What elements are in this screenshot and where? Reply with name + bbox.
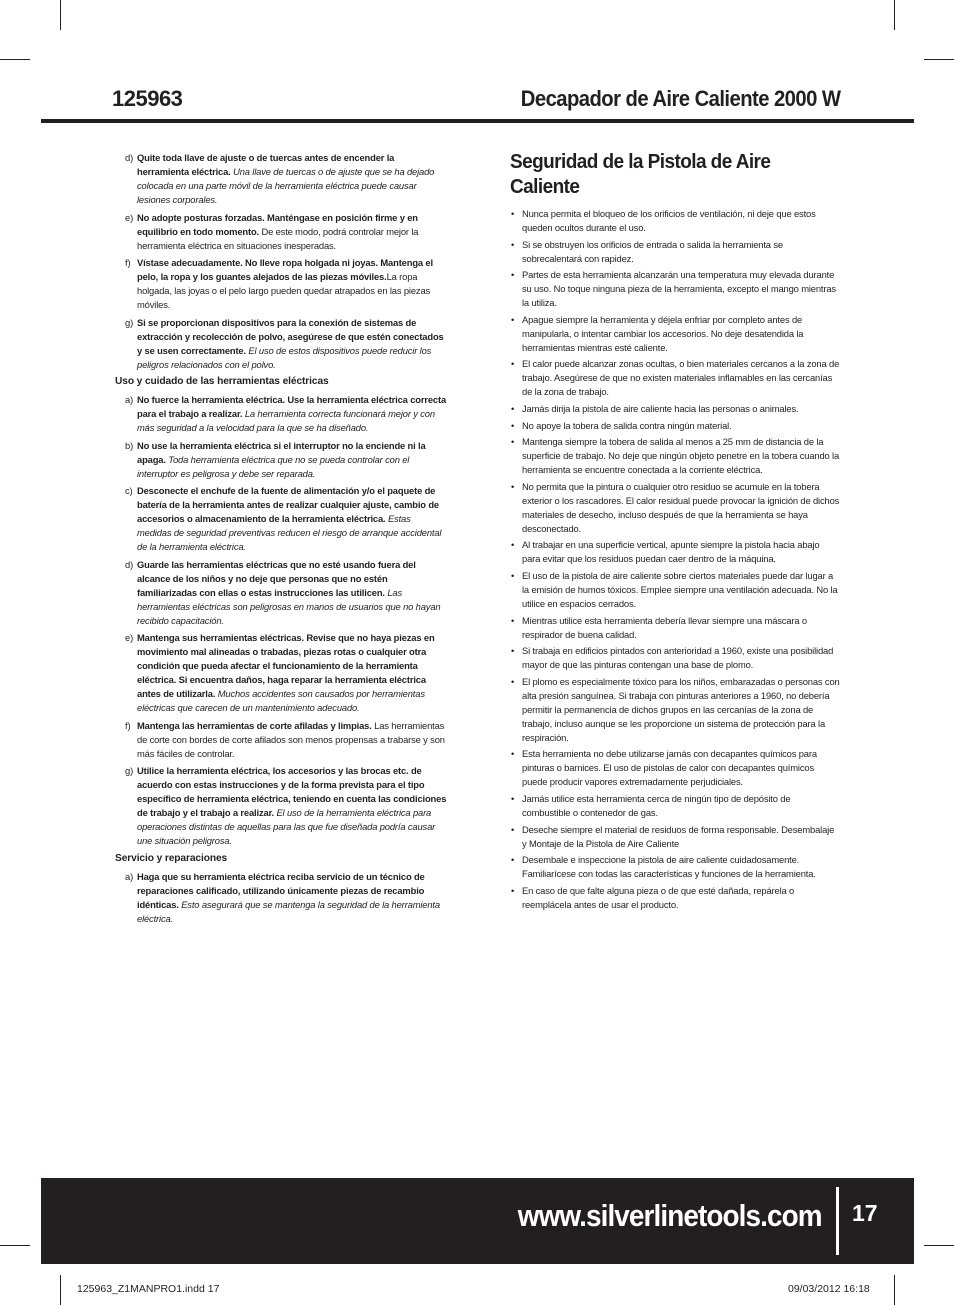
bullet-text: El calor puede alcanzar zonas ocultas, o bien materiales cercanos a la zona de trabajo. Asegúrese de que no existen materiales inflamables en las cercanías de la zona de trabajo. bbox=[522, 358, 840, 398]
bullet-icon: • bbox=[511, 569, 515, 581]
bullet-icon: • bbox=[511, 645, 515, 657]
bullet-text: Al trabajar en una superficie vertical, apunte siempre la pistola hacia abajo para evitar que los residuos puedan caer dentro de la máquina. bbox=[522, 539, 820, 565]
bullet-icon: • bbox=[511, 823, 515, 835]
bullet-icon: • bbox=[511, 238, 515, 250]
bullet-text: Deseche siempre el material de residuos de forma responsable. Desembalaje y Montaje de la Pistola de Aire Caliente bbox=[522, 823, 835, 849]
bullet-item bbox=[510, 614, 840, 642]
item-text-bold: Si se proporcionan dispositivos para la conexión de sistemas de extracción y recolección de polvo, asegúrese de que estén conectados y se usen correctamente. bbox=[137, 316, 444, 356]
bullet-text: El plomo es especialmente tóxico para los niños, embarazadas o personas con alta presión sanguínea. Si trabaja con pinturas anteriores a 1960, no debería permitir la permanencia de dichos grupos en las cercanías de la zona de trabajo, incluso aunque se les proporcione un sistema de protección para la respiración. bbox=[522, 675, 840, 743]
list-item bbox=[112, 211, 447, 253]
item-label: g) bbox=[125, 765, 134, 776]
item-label: e) bbox=[125, 632, 134, 643]
bullet-icon: • bbox=[511, 402, 515, 414]
bullet-icon: • bbox=[511, 480, 515, 492]
bullet-item bbox=[510, 538, 840, 566]
right-column bbox=[510, 150, 840, 914]
bullet-text: Si trabaja en edificios pintados con anterioridad a 1960, existe una posibilidad mayor de que las pinturas contengan una base de plomo. bbox=[522, 645, 834, 671]
crop-mark bbox=[0, 1245, 30, 1246]
bullet-icon: • bbox=[511, 419, 515, 431]
bullet-icon: • bbox=[511, 436, 515, 448]
list-item bbox=[112, 151, 447, 207]
item-text-bold: Guarde las herramientas eléctricas que no esté usando fuera del alcance de los niños y no deje que personas que no estén familiarizadas con ellas o estas instrucciones las utilicen. bbox=[137, 558, 416, 598]
bullet-icon: • bbox=[511, 792, 515, 804]
bullet-icon: • bbox=[511, 614, 515, 626]
bullet-item bbox=[510, 853, 840, 881]
item-text-italic: La herramienta correcta funcionará mejor y con más seguridad a la velocidad para la que se ha diseñado. bbox=[137, 408, 435, 433]
list-item bbox=[112, 439, 447, 481]
bullet-icon: • bbox=[511, 313, 515, 325]
bullet-icon: • bbox=[511, 539, 515, 551]
bullet-text: Mantenga siempre la tobera de salida al menos a 25 mm de distancia de la superficie de trabajo. No deje que ningún objeto penetre en la tobera cuando la herramienta se encuentre conectada a la corriente eléctrica. bbox=[522, 436, 840, 476]
bullet-item bbox=[510, 480, 840, 536]
crop-mark bbox=[60, 1275, 61, 1305]
item-label: f) bbox=[125, 257, 131, 268]
bullet-item bbox=[510, 435, 840, 477]
item-text-italic: Toda herramienta eléctrica que no se pueda controlar con el interruptor es peligrosa y debe ser reparada. bbox=[137, 453, 410, 479]
subheading-use-care: Uso y cuidado de las herramientas eléctricas bbox=[115, 376, 329, 387]
bullet-text: Desembale e inspeccione la pistola de aire caliente cuidadosamente. Familiarícese con todas las características y funciones de la herramienta. bbox=[522, 854, 816, 880]
item-text-bold: No adopte posturas forzadas. Manténgase en posición firme y en equilibrio en todo momento. bbox=[137, 211, 418, 237]
bullet-item bbox=[510, 644, 840, 672]
crop-mark bbox=[924, 59, 954, 60]
bullet-item bbox=[510, 747, 840, 789]
bullet-text: En caso de que falte alguna pieza o de que esté dañada, repárela o reemplácela antes de usar el producto. bbox=[522, 884, 795, 910]
item-text-italic: Muchos accidentes son causados por herramientas eléctricas que carecen de un mantenimiento adecuado. bbox=[137, 688, 425, 713]
item-text-italic: Las herramientas eléctricas son peligrosas en manos de usuarios que no hayan recibido capacitación. bbox=[137, 586, 441, 626]
list-item bbox=[112, 870, 447, 926]
bullet-text: Esta herramienta no debe utilizarse jamás con decapantes químicos para pinturas o barnices. El uso de pistolas de calor con decapantes químicos puede producir vapores extremadamente perjudiciales. bbox=[522, 748, 817, 788]
item-label: c) bbox=[125, 485, 133, 496]
item-text-italic: El uso de la herramienta eléctrica para operaciones distintas de aquellas para las que fue diseñada podría causar une situación peligrosa. bbox=[137, 807, 436, 846]
bullet-item bbox=[510, 884, 840, 912]
list-item bbox=[112, 256, 447, 312]
item-label: d) bbox=[125, 152, 134, 163]
item-text-italic: Una llave de tuercas o de ajuste que se ha dejado colocada en una parte móvil de la herramienta eléctrica puede causar lesiones corporales. bbox=[137, 166, 435, 205]
bullet-item bbox=[510, 419, 840, 433]
bullet-text: El uso de la pistola de aire caliente sobre ciertos materiales puede dar lugar a la emisión de humos tóxicos. Emplee siempre una ventilación adecuada. No la utilice en espacios cerrados. bbox=[522, 569, 838, 609]
bullet-icon: • bbox=[511, 358, 515, 370]
bullet-item bbox=[510, 357, 840, 399]
bullet-icon: • bbox=[511, 675, 515, 687]
item-label: g) bbox=[125, 316, 134, 328]
item-label: e) bbox=[125, 211, 134, 223]
crop-mark bbox=[0, 59, 30, 60]
item-text-bold: Desconecte el enchufe de la fuente de alimentación y/o el paquete de batería de la herramienta antes de realizar cualquier ajuste, cambio de accesorios o almacenamiento de la herramienta eléctrica. bbox=[137, 485, 439, 524]
bullet-icon: • bbox=[511, 854, 515, 866]
page-header bbox=[112, 86, 840, 116]
safety-list-use-care bbox=[112, 393, 447, 848]
list-item bbox=[112, 316, 447, 372]
subheading-service: Servicio y reparaciones bbox=[115, 852, 228, 864]
item-text-normal: Las herramientas de corte con bordes de corte afilados son menos propensas a trabarse y son más fáciles de controlar. bbox=[137, 719, 445, 759]
product-title: Decapador de Aire Caliente 2000 W bbox=[520, 86, 840, 111]
item-text-italic: El uso de estos dispositivos puede reducir los peligros relacionados con el polvo. bbox=[137, 344, 432, 370]
bullet-item bbox=[510, 402, 840, 416]
crop-mark bbox=[60, 0, 61, 30]
list-item bbox=[112, 558, 447, 628]
bullet-item bbox=[510, 675, 840, 745]
item-text-normal: De este modo, podrá controlar mejor la herramienta eléctrica en situaciones inesperadas. bbox=[137, 225, 419, 251]
website-link[interactable]: www.silverlinetools.com bbox=[518, 1198, 822, 1233]
safety-list-general bbox=[112, 151, 447, 372]
footer-divider bbox=[836, 1187, 839, 1255]
list-item bbox=[112, 393, 447, 435]
item-text-normal: La ropa holgada, las joyas o el pelo largo pueden quedar atrapados en las piezas móviles. bbox=[137, 271, 431, 310]
bullet-item bbox=[510, 268, 840, 310]
slug-date: 09/03/2012 16:18 bbox=[788, 1283, 870, 1295]
footer-bar bbox=[41, 1178, 914, 1264]
list-item bbox=[112, 719, 447, 761]
item-text-bold: Mantenga sus herramientas eléctricas. Revise que no haya piezas en movimiento mal alineadas o trabadas, piezas rotas o cualquier otra condición que pueda afectar el funcionamiento de la herramienta eléctrica. Si encuentra daños, haga reparar la herramienta eléctrica antes de utilizarla. bbox=[137, 632, 435, 699]
item-label: f) bbox=[125, 719, 131, 731]
crop-mark bbox=[894, 0, 895, 30]
slug-filename: 125963_Z1MANPRO1.indd 17 bbox=[77, 1283, 220, 1295]
bullet-icon: • bbox=[511, 884, 515, 896]
bullet-item bbox=[510, 238, 840, 266]
item-label: a) bbox=[125, 394, 134, 405]
item-text-italic: Esto asegurará que se mantenga la seguridad de la herramienta eléctrica. bbox=[137, 898, 440, 924]
bullet-text: Partes de esta herramienta alcanzarán una temperatura muy elevada durante su uso. No toque ninguna pieza de la herramienta, excepto el mango mientras la utiliza. bbox=[522, 269, 836, 309]
bullet-text: Apague siempre la herramienta y déjela enfriar por completo antes de manipularla, o intentar cambiar los accesorios. No deje desatendida la herramientas mientras esté caliente. bbox=[522, 313, 804, 353]
bullet-text: Nunca permita el bloqueo de los orificios de ventilación, ni deje que estos queden ocultos durante el uso. bbox=[522, 208, 816, 233]
item-text-bold: Utilice la herramienta eléctrica, los accesorios y las brocas etc. de acuerdo con estas instrucciones y de la forma prevista para el tipo específico de herramienta eléctrica, teniendo en cuenta las condiciones de trabajo y el trabajo a realizar. bbox=[137, 765, 447, 818]
bullet-text: No permita que la pintura o cualquier otro residuo se acumule en la tobera exterior o los rascadores. El calor residual puede provocar la ignición de dichos materiales de desecho, incluso después de que la herramienta se haya desconectado. bbox=[522, 480, 840, 534]
bullet-item bbox=[510, 823, 840, 851]
left-column bbox=[112, 151, 447, 929]
bullet-item bbox=[510, 313, 840, 355]
crop-mark bbox=[924, 1245, 954, 1246]
bullet-text: Si se obstruyen los orificios de entrada o salida la herramienta se sobrecalentará con rapidez. bbox=[522, 238, 783, 264]
page-number: 17 bbox=[852, 1200, 878, 1226]
bullet-text: Mientras utilice esta herramienta debería llevar siempre una máscara o respirador de buena calidad. bbox=[522, 614, 807, 640]
bullet-text: Jamás utilice esta herramienta cerca de ningún tipo de depósito de combustible o contenedor de gas. bbox=[522, 792, 791, 818]
item-text-bold: Quite toda llave de ajuste o de tuercas antes de encender la herramienta eléctrica. bbox=[137, 152, 395, 177]
bullet-list bbox=[510, 207, 840, 912]
item-text-italic: Estas medidas de seguridad preventivas reducen el riesgo de arranque accidental de la herramienta eléctrica. bbox=[137, 513, 442, 552]
bullet-text: No apoye la tobera de salida contra ningún material. bbox=[522, 419, 732, 431]
list-item bbox=[112, 484, 447, 554]
item-text-bold: Vístase adecuadamente. No lleve ropa holgada ni joyas. Mantenga el pelo, la ropa y los guantes alejados de las piezas móviles. bbox=[137, 257, 433, 282]
crop-mark bbox=[894, 1275, 895, 1305]
item-label: d) bbox=[125, 558, 134, 570]
item-text-bold: Haga que su herramienta eléctrica reciba servicio de un técnico de reparaciones calificado, utilizando únicamente piezas de recambio idénticas. bbox=[137, 870, 425, 910]
item-text-bold: No fuerce la herramienta eléctrica. Use la herramienta eléctrica correcta para el trabajo a realizar. bbox=[137, 394, 447, 419]
bullet-icon: • bbox=[511, 208, 515, 219]
bullet-text: Jamás dirija la pistola de aire caliente hacia las personas o animales. bbox=[522, 402, 799, 414]
section-title: Seguridad de la Pistola de Aire Caliente bbox=[510, 151, 771, 198]
bullet-item bbox=[510, 792, 840, 820]
bullet-item bbox=[510, 207, 840, 235]
list-item bbox=[112, 764, 447, 848]
bullet-icon: • bbox=[511, 748, 515, 760]
item-label: a) bbox=[125, 870, 134, 882]
item-text-bold: Mantenga las herramientas de corte afiladas y limpias. bbox=[137, 719, 372, 731]
bullet-item bbox=[510, 569, 840, 611]
item-text-bold: No use la herramienta eléctrica si el interruptor no la enciende ni la apaga. bbox=[137, 439, 426, 465]
item-label: b) bbox=[125, 439, 134, 451]
bullet-icon: • bbox=[511, 269, 515, 281]
list-item bbox=[112, 631, 447, 715]
product-code: 125963 bbox=[112, 86, 183, 111]
header-rule bbox=[41, 119, 914, 123]
safety-list-service bbox=[112, 870, 447, 926]
